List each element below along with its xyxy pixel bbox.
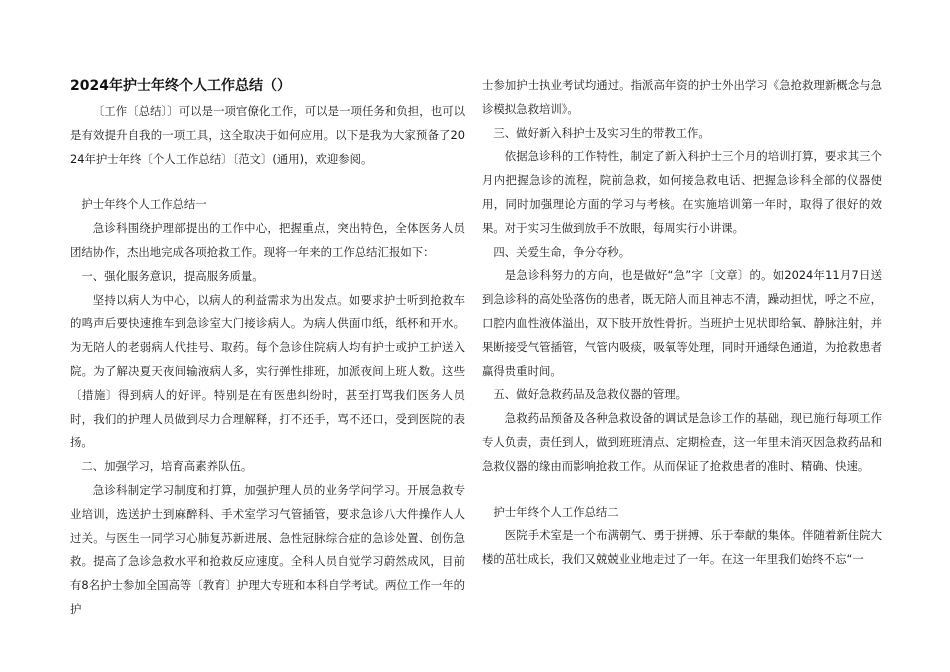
paragraph: 坚持以病人为中心，以病人的利益需求为出发点。如要求护士听到抢救车的鸣声后要快速推车到急诊室大门接诊病人。为病人供面巾纸，纸杯和开水。为无陪人的老弱病人代挂号、取药。每个急诊住院病人均有护士或护工护送入院。为了解决夏天夜间输液病人多，实行弹性排班，加派夜间上班人数。这些〔措施〕得到病人的好评。特别是在有医患纠纷时，甚至打骂我们医务人员时，我们的护理人员做到尽力合理解释，打不还手，骂不还口，受到医院的表扬。 — [70, 292, 465, 450]
paragraph: 是急诊科努力的方向，也是做好“急”字〔文章〕的。如2024年11月7日送到急诊科的高处坠落伤的患者，既无陪人而且神志不清，躁动担忧，呼之不应，口腔内血性液体溢出，双下肢开放性骨折。当班护士见状即给氧、静脉注射，并果断接受气管插管，气管内吸痰，吸氧等处理，同时开通绿色通道，为抢救患者赢得贵重时间。 — [482, 268, 882, 378]
section-heading-4: 四、关爱生命，争分夺秒。 — [493, 244, 631, 259]
left-column — [70, 70, 465, 622]
paragraph: 医院手术室是一个布满朝气、勇于拼搏、乐于奉献的集体。伴随着新住院大楼的茁壮成长，我们又兢兢业业地走过了一年。在这一年里我们始终不忘“一 — [482, 528, 882, 567]
right-column — [482, 74, 882, 572]
paragraph: 急诊科围绕护理部提出的工作中心，把握重点，突出特色，全体医务人员团结协作，杰出地完成各项抢救工作。现将一年来的工作总结汇报如下： — [70, 221, 465, 259]
summary-two-heading: 护士年终个人工作总结二 — [493, 504, 619, 519]
document-title: 2024年护士年终个人工作总结（） — [70, 78, 291, 94]
paragraph-continued: 士参加护士执业考试均通过。指派高年资的护士外出学习《急抢救理新概念与急诊模拟急救培训》。 — [482, 78, 882, 116]
section-heading-5: 五、做好急救药品及急救仪器的管理。 — [493, 387, 688, 402]
paragraph: 急诊科制定学习制度和打算，加强护理人员的业务学问学习。开展急救专业培训，选送护士到麻醉科、手术室学习气管插管，要求急诊八大件操作人人过关。与医生一同学习心肺复苏新进展、急性冠脉综合症的急诊处置、创伤急救。提高了急诊急救水平和抢救反应速度。全科人员自觉学习蔚然成风，目前有8名护士参加全国高等〔教育〕护理大专班和本科自学考试。两位工作一年的护 — [70, 482, 465, 616]
section-heading-1: 一、强化服务意识，提高服务质量。 — [81, 268, 264, 283]
paragraph: 依据急诊科的工作特性，制定了新入科护士三个月的培训打算，要求其三个月内把握急诊的流程，院前急救，如何接急救电话、把握急诊科全部的仪器使用，同时加强理论方面的学习与考核。在实施培训第一年时，取得了很好的效果。对于实习生做到放手不放眼，每周实行小讲课。 — [482, 149, 882, 235]
section-heading-2: 二、加强学习，培育高素养队伍。 — [81, 459, 253, 474]
section-heading-3: 三、做好新入科护士及实习生的带教工作。 — [493, 125, 710, 140]
intro-paragraph: 〔工作〔总结〕〕可以是一项官僚化工作，可以是一项任务和负担，也可以是有效提升自我的一项工具，这全取决于如何应用。以下是我为大家预备了2024年护士年终〔个人工作总结〕〔范文〕(通用)，欢迎参阅。 — [70, 104, 465, 166]
summary-one-heading: 护士年终个人工作总结一 — [81, 197, 207, 212]
paragraph: 急救药品预备及各种急救设备的调试是急诊工作的基础，现已施行每项工作专人负责，责任到人，做到班班清点、定期检查，这一年里未消灭因急救药品和急救仪器的缘由而影响抢救工作。从而保证了抢救患者的准时、精确、快速。 — [482, 411, 882, 473]
